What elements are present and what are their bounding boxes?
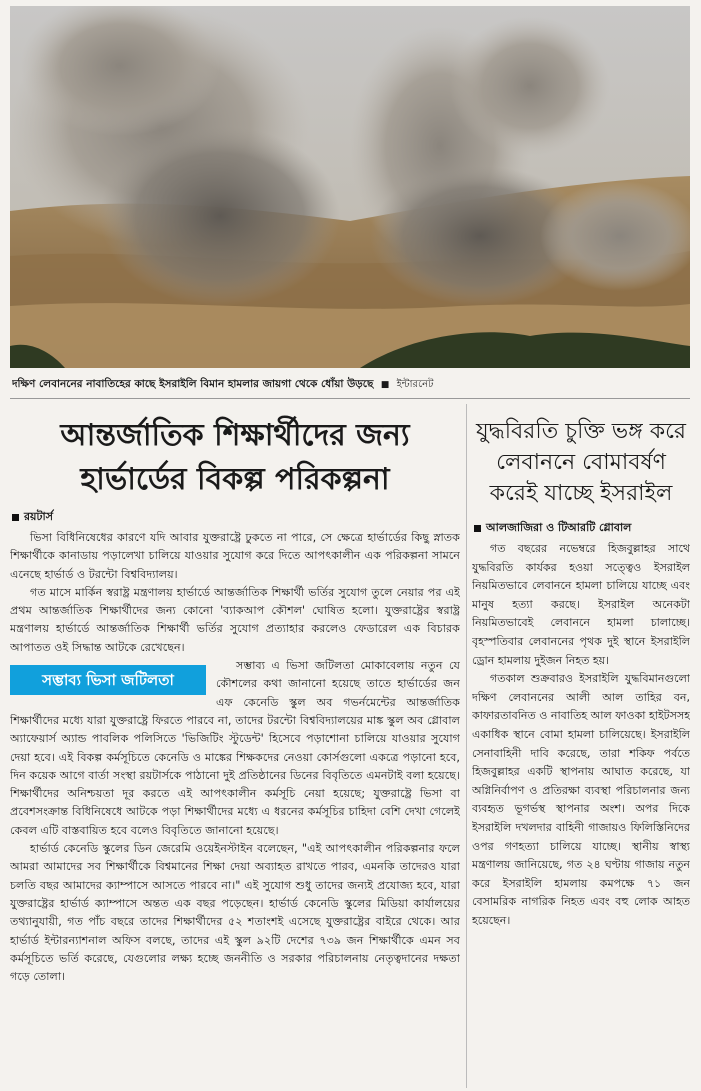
left-paragraph-3: সম্ভাব্য এ ভিসা জটিলতা মোকাবেলায় নতুন যে কৌশলের কথা জানানো হয়েছে তাতে হার্ভার্ডের জন এফ কেনেডি স্কুল অব গভর্নমেন্টের আন্তর্জাতিক শিক্ষার্থীদের মধ্যে যারা যুক্তরাষ্ট্রে ফিরতে পারবে না, তাদের টরন্টো বিশ্ববিদ্যালয়ের মাঙ্ক স্কুল অব গ্লোবাল অ্যাফেয়ার্স অ্যান্ড পাবলিক পলিসিতে 'ভিজিটিং স্টুডেন্ট' হিসেবে পড়াশোনা চালিয়ে যাওয়ার সুযোগ দেয়া হবে। এই বিকল্প কর্মসূচিতে কেনেডি ও মাঙ্কের শিক্ষকদের নেওয়া কোর্সগুলো একত্রে পড়ানো হবে, দিন কয়েক আগে বার্তা সংস্থা রয়টার্সকে পাঠানো দুই প্রতিষ্ঠানের ডিনের বিবৃতিতে এমনটাই বলা হয়েছে। শিক্ষার্থীদের অনিশ্চয়তা দূর করতে এই আপৎকালীন কর্মসূচি নেয়া হয়েছে; যুক্তরাষ্ট্রে ভিসা বা প্রবেশসংক্রান্ত বিধিনিষেধে আটকে পড়া শিক্ষার্থীদের মধ্যে এ ধরনের কর্মসূচির চাহিদা বেশি দেখা গেলেই কেবল এটি বাস্তবায়িত হবে বলেও বিবৃতিতে জানানো হয়েছে। [10, 659, 460, 837]
left-headline [10, 414, 460, 502]
left-article [10, 404, 460, 1088]
column-divider [466, 404, 467, 1088]
byline-bullet-icon [474, 525, 481, 532]
left-headline-line2: হার্ভার্ডের বিকল্প পরিকল্পনা [80, 462, 390, 497]
left-paragraph-2: গত মাসে মার্কিন স্বরাষ্ট্র মন্ত্রণালয় হার্ভার্ডে আন্তর্জাতিক শিক্ষার্থী ভর্তির সুযোগ তুলে নেয়ার পর এই প্রথম আন্তর্জাতিক শিক্ষার্থীদের জন্য কোনো 'ব্যাকআপ কৌশল' ঘোষিত হলো। যুক্তরাষ্ট্রের স্বরাষ্ট্র মন্ত্রণালয় হার্ভার্ডে আন্তর্জাতিক শিক্ষার্থী ভর্তির সুযোগ প্রত্যাহার করলেও ফেডারেল এক বিচারক আপাতত ওই সিদ্ধান্ত আটকে রেখেছেন। [10, 585, 460, 654]
left-byline-text: রয়টার্স [24, 510, 53, 523]
right-paragraph-2: গতকাল শুক্রবারও ইসরাইলি যুদ্ধবিমানগুলো দক্ষিণ লেবাননের আলী আল তাহির বন, কাফারতাবনিত ও নাবাতিহ আল ফাওকা হাইটসসহ একাধিক স্থানে বোমা হামলা চালিয়েছে। ইসরাইলি সেনাবাহিনী দাবি করেছে, তারা শকিফ পর্বতে হিজবুল্লাহর একটি স্থাপনায় আঘাত করেছে, যা অগ্নিনির্বাপণ ও প্রতিরক্ষা ব্যবস্থা পরিচালনার জন্য ব্যবহৃত ভূগর্ভস্থ স্থাপনার অংশ। অপর দিকে ইসরাইলি দখলদার বাহিনী গাজায়ও ফিলিস্তিনিদের ওপর গণহত্যা চালিয়ে যাচ্ছে। স্থানীয় স্বাস্থ্য মন্ত্রণালয় জানিয়েছে, গত ২৪ ঘণ্টায় গাজায় নতুন করে ইসরাইলি হামলায় কমপক্ষে ৭১ জন বেসামরিক নাগরিক নিহত এবং বহু লোক আহত হয়েছেন। [472, 672, 690, 927]
byline-bullet-icon [12, 514, 19, 521]
smoke-photo [10, 6, 690, 368]
caption-separator-icon: ■ [380, 380, 390, 390]
photo-caption-row [12, 374, 690, 394]
right-byline [474, 519, 690, 538]
right-paragraph-1: গত বছরের নভেম্বরে হিজবুল্লাহর সাথে যুদ্ধবিরতি কার্যকর হওয়া সত্ত্বেও ইসরাইল নিয়মিতভাবে লেবাননে হামলা চালিয়ে যাচ্ছে এবং মানুষ হত্যা করছে। ইসরাইল অনেকটা নিয়মিতভাবেই লেবাননে হামলা চালাচ্ছে। বৃহস্পতিবার লেবাননের পৃথক দুই স্থানে ইসরাইলি ড্রোন হামলায় দুইজন নিহত হয়। [472, 542, 690, 667]
photo-caption: দক্ষিণ লেবাননের নাবাতিহের কাছে ইসরাইলি বিমান হামলার জায়গা থেকে ধোঁয়া উড়ছে [12, 378, 374, 390]
left-headline-line1: আন্তর্জাতিক শিক্ষার্থীদের জন্য [60, 418, 410, 453]
right-headline: যুদ্ধবিরতি চুক্তি ভঙ্গ করে লেবাননে বোমাবর্ষণ করেই যাচ্ছে ইসরাইল [475, 419, 687, 506]
left-subhead: সম্ভাব্য ভিসা জটিলতা [10, 665, 206, 695]
left-byline [12, 508, 460, 527]
right-article [472, 404, 690, 1088]
divider [10, 398, 690, 399]
lebanon-smoke-image [10, 6, 690, 368]
right-byline-text: আলজাজিরা ও টিআরটি গ্লোবাল [486, 521, 632, 534]
left-paragraph-1: ভিসা বিধিনিষেধের কারণে যদি আবার যুক্তরাষ্ট্রে ঢুকতে না পারে, সে ক্ষেত্রে হার্ভার্ডের কিছু স্নাতক শিক্ষার্থীকে কানাডায় পড়ালেখা চালিয়ে যাওয়ার সুযোগ করে দিতে আপৎকালীন এক পরিকল্পনা সামনে এনেছে হার্ভার্ড ও টরন্টো বিশ্ববিদ্যালয়। [10, 531, 460, 581]
left-paragraph-4: হার্ভার্ড কেনেডি স্কুলের ডিন জেরেমি ওয়েইনস্টাইন বলেছেন, "এই আপৎকালীন পরিকল্পনার ফলে আমরা আমাদের সব শিক্ষার্থীকে বিশ্বমানের শিক্ষা দেয়া অব্যাহত রাখতে পারব, এমনকি তাদেরও যারা চলতি বছর আমাদের ক্যাম্পাসে আসতে পারবে না।" এই সুযোগ শুধু তাদের জন্যই প্রযোজ্য হবে, যারা যুক্তরাষ্ট্রের হার্ভার্ড ক্যাম্পাসে অন্তত এক বছর পড়েছেন। হার্ভার্ড কেনেডি স্কুলের মিডিয়া কার্যালয়ের তথ্যানুযায়ী, গত পাঁচ বছরে তাদের শিক্ষার্থীদের ৫২ শতাংশই এসেছে যুক্তরাষ্ট্রের বাইরে থেকে। আর হার্ভার্ড ইন্টারন্যাশনাল অফিস বলছে, তাদের এই স্কুল ৯২টি দেশের ৭৩৯ জন শিক্ষার্থীকে এমন সব কর্মসূচিতে ভর্তি করেছে, যেগুলোর লক্ষ্য হচ্ছে জননীতি ও সরকার পরিচালনায় নেতৃত্বদানের দক্ষতা গড়ে তোলা। [10, 842, 460, 984]
photo-source: ইন্টারনেট [396, 379, 434, 390]
